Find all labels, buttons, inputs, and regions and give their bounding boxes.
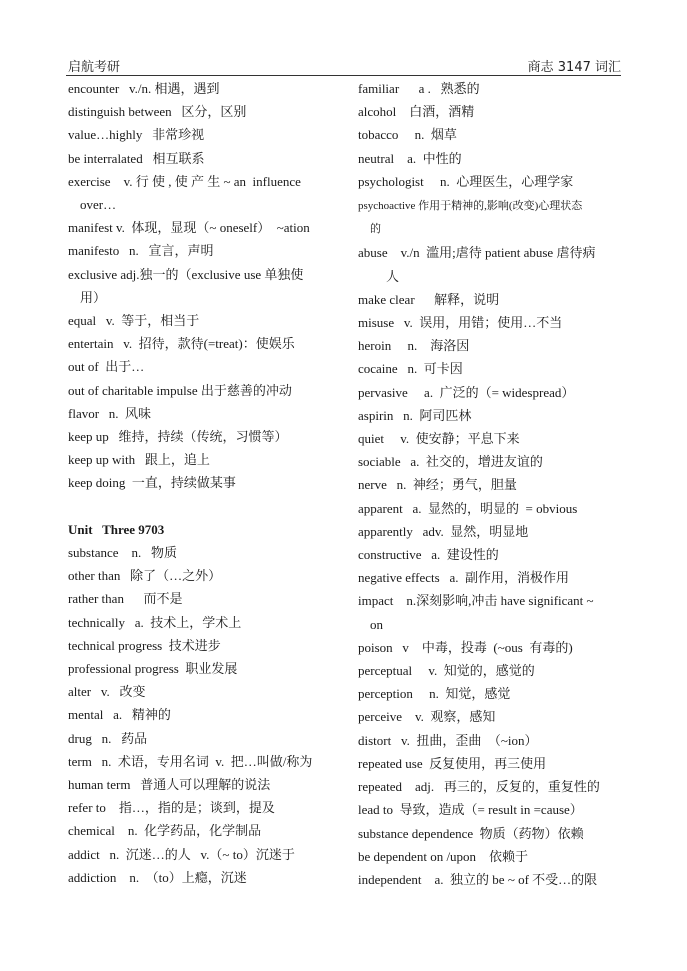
entry-text: refer to 指…，指的是；谈到，提及: [68, 800, 275, 816]
entry-text: impact n.深刻影响,冲击 have significant ~: [358, 593, 594, 609]
vocab-entry: [68, 587, 336, 610]
entry-text: encounter v./n. 相遇，遇到: [68, 81, 220, 96]
entry-text: human term 普通人可以理解的说法: [68, 777, 271, 793]
entry-text: sociable a. 社交的，增进友谊的: [358, 454, 543, 470]
entry-text: substance dependence 物质（药物）依赖: [358, 825, 584, 841]
entry-text: manifest v. 体现，显现（~ oneself） ~ation: [68, 220, 310, 236]
entry-text: apparently adv. 显然，明显地: [358, 523, 529, 539]
entry-text: equal v. 等于，相当于: [68, 313, 200, 329]
blank-line: [68, 495, 336, 518]
entry-text: exercise v. 行 使 , 使 产 生 ~ an influence: [68, 173, 301, 189]
vocab-entry: [68, 866, 336, 889]
vocab-entry: [358, 100, 624, 123]
vocab-entry: [68, 796, 336, 819]
entry-continuation: 用）: [80, 289, 107, 305]
vocab-entry: [68, 263, 336, 309]
vocab-entry: [68, 727, 336, 750]
entry-text: keep up with 跟上，追上: [68, 452, 210, 468]
entry-text: chemical n. 化学药品，化学制品: [68, 823, 262, 839]
entry-text: pervasive a. 广泛的（= widespread）: [358, 384, 575, 400]
entry-text: apparent a. 显然的，明显的 = obvious: [358, 500, 578, 516]
vocab-entry: [358, 543, 624, 566]
vocab-entry: [68, 819, 336, 842]
entry-text: addict n. 沉迷…的人 v.（~ to）沉迷于: [68, 846, 295, 862]
entry-text: familiar a . 熟悉的: [358, 81, 480, 96]
vocab-entry: [358, 705, 624, 728]
vocab-entry: [358, 497, 624, 520]
entry-continuation: over…: [80, 197, 117, 213]
vocab-entry: [358, 798, 624, 821]
vocab-entry: [68, 425, 336, 448]
vocab-entry: [358, 752, 624, 775]
vocab-entry: [358, 427, 624, 450]
vocab-entry: [68, 402, 336, 425]
vocab-entry: [358, 473, 624, 496]
vocab-entry: [68, 379, 336, 402]
unit-heading: [68, 518, 336, 541]
vocab-entry: [68, 216, 336, 239]
entry-text: substance n. 物质: [68, 545, 178, 561]
entry-text: professional progress 职业发展: [68, 661, 238, 677]
entry-text: addiction n. （to）上瘾，沉迷: [68, 869, 247, 885]
vocab-entry: [358, 682, 624, 705]
vocab-entry: [358, 77, 624, 100]
vocab-entry: [358, 729, 624, 752]
vocab-entry: [358, 636, 624, 659]
entry-text: keep up 维持，持续（传统，习惯等）: [68, 429, 288, 445]
vocab-entry: [358, 775, 624, 798]
vocab-entry: [358, 193, 624, 241]
left-column: [68, 77, 336, 889]
vocab-entry: [358, 147, 624, 170]
vocab-entry: [68, 657, 336, 680]
header-brand: 启航考研: [68, 60, 121, 75]
entry-text: perception n. 知觉，感觉: [358, 686, 511, 702]
entry-text: alcohol 白酒，酒精: [358, 104, 475, 120]
entry-text: value…highly 非常珍视: [68, 127, 205, 143]
entry-text: be interralated 相互联系: [68, 150, 205, 166]
vocab-entry: [358, 170, 624, 193]
vocab-entry: [68, 703, 336, 726]
entry-text: tobacco n. 烟草: [358, 127, 457, 143]
entry-text: lead to 导致，造成（= result in =cause）: [358, 802, 583, 818]
vocab-entry: [358, 357, 624, 380]
entry-text: term n. 术语，专用名词 v. 把…叫做/称为: [68, 753, 313, 769]
entry-text: be dependent on /upon 依赖于: [358, 848, 529, 864]
vocab-entry: [358, 288, 624, 311]
vocab-entry: [358, 241, 624, 287]
entry-text: perceive v. 观察，感知: [358, 709, 496, 725]
entry-text: distort v. 扭曲，歪曲 （~ion）: [358, 732, 538, 748]
entry-text: technically a. 技术上，学术上: [68, 614, 242, 630]
entry-text: technical progress 技术进步: [68, 637, 221, 653]
vocab-entry: [358, 659, 624, 682]
entry-text: flavor n. 风味: [68, 405, 152, 421]
entry-text: out of charitable impulse 出于慈善的冲动: [68, 382, 292, 398]
right-column: [358, 77, 624, 891]
entry-text: constructive a. 建设性的: [358, 547, 499, 563]
vocab-entry: [68, 332, 336, 355]
entry-text: distinguish between 区分，区别: [68, 104, 247, 120]
vocab-entry: [358, 450, 624, 473]
entry-text: Unit Three 9703: [68, 521, 165, 537]
vocab-entry: [68, 355, 336, 378]
entry-text: other than 除了（…之外）: [68, 568, 222, 584]
vocab-entry: [68, 123, 336, 146]
entry-text: psychoactive 作用于精神的,影响(改变)心理状态: [358, 200, 583, 213]
entry-text: make clear 解释，说明: [358, 291, 500, 307]
vocab-entry: [358, 334, 624, 357]
entry-text: negative effects a. 副作用，消极作用: [358, 570, 569, 586]
vocab-entry: [68, 773, 336, 796]
entry-continuation: 的: [370, 223, 381, 236]
header-title: 商志 3147 词汇: [527, 60, 621, 75]
vocab-entry: [68, 100, 336, 123]
entry-text: rather than 而不是: [68, 591, 183, 607]
vocab-entry: [68, 611, 336, 634]
entry-text: nerve n. 神经；勇气，胆量: [358, 477, 517, 493]
vocab-entry: [68, 147, 336, 170]
vocab-entry: [358, 381, 624, 404]
entry-text: perceptual v. 知觉的，感觉的: [358, 663, 535, 679]
vocab-entry: [68, 541, 336, 564]
vocab-entry: [358, 123, 624, 146]
entry-text: heroin n. 海洛因: [358, 338, 470, 354]
vocab-entry: [68, 564, 336, 587]
entry-text: aspirin n. 阿司匹林: [358, 407, 472, 423]
vocab-entry: [68, 448, 336, 471]
entry-text: neutral a. 中性的: [358, 150, 462, 166]
entry-text: independent a. 独立的 be ~ of 不受…的限: [358, 871, 598, 887]
vocab-entry: [358, 566, 624, 589]
vocab-entry: [68, 843, 336, 866]
page-header: [68, 56, 621, 74]
entry-text: keep doing 一直，持续做某事: [68, 475, 236, 491]
entry-text: repeated use 反复使用，再三使用: [358, 755, 547, 771]
entry-text: entertain v. 招待，款待(=treat)：使娱乐: [68, 336, 295, 352]
vocab-entry: [68, 170, 336, 216]
vocab-entry: [68, 77, 336, 100]
entry-text: alter v. 改变: [68, 684, 146, 700]
vocab-entry: [358, 520, 624, 543]
entry-continuation: on: [370, 616, 383, 632]
vocab-entry: [358, 404, 624, 427]
entry-text: mental a. 精神的: [68, 707, 171, 723]
entry-text: misuse v. 误用，用错；使用…不当: [358, 315, 563, 331]
entry-text: drug n. 药品: [68, 730, 148, 746]
vocab-entry: [358, 822, 624, 845]
vocab-entry: [68, 680, 336, 703]
entry-text: manifesto n. 宣言，声明: [68, 243, 214, 259]
entry-text: exclusive adj.独一的（exclusive use 单独使: [68, 266, 304, 282]
entry-text: out of 出于…: [68, 359, 145, 375]
entry-text: repeated adj. 再三的，反复的，重复性的: [358, 779, 600, 795]
entry-text: quiet v. 使安静；平息下来: [358, 431, 520, 447]
vocab-entry: [68, 239, 336, 262]
vocab-entry: [358, 589, 624, 635]
entry-continuation: 人: [386, 268, 400, 284]
vocab-entry: [68, 634, 336, 657]
entry-text: poison v 中毒，投毒 (~ous 有毒的): [358, 639, 573, 655]
vocab-entry: [68, 750, 336, 773]
header-divider: [66, 75, 621, 76]
vocab-entry: [358, 868, 624, 891]
entry-text: abuse v./n 滥用;虐待 patient abuse 虐待病: [358, 245, 596, 261]
vocab-entry: [68, 309, 336, 332]
vocab-entry: [68, 471, 336, 494]
vocab-entry: [358, 845, 624, 868]
entry-text: cocaine n. 可卡因: [358, 361, 463, 377]
vocab-entry: [358, 311, 624, 334]
entry-text: psychologist n. 心理医生，心理学家: [358, 173, 574, 189]
